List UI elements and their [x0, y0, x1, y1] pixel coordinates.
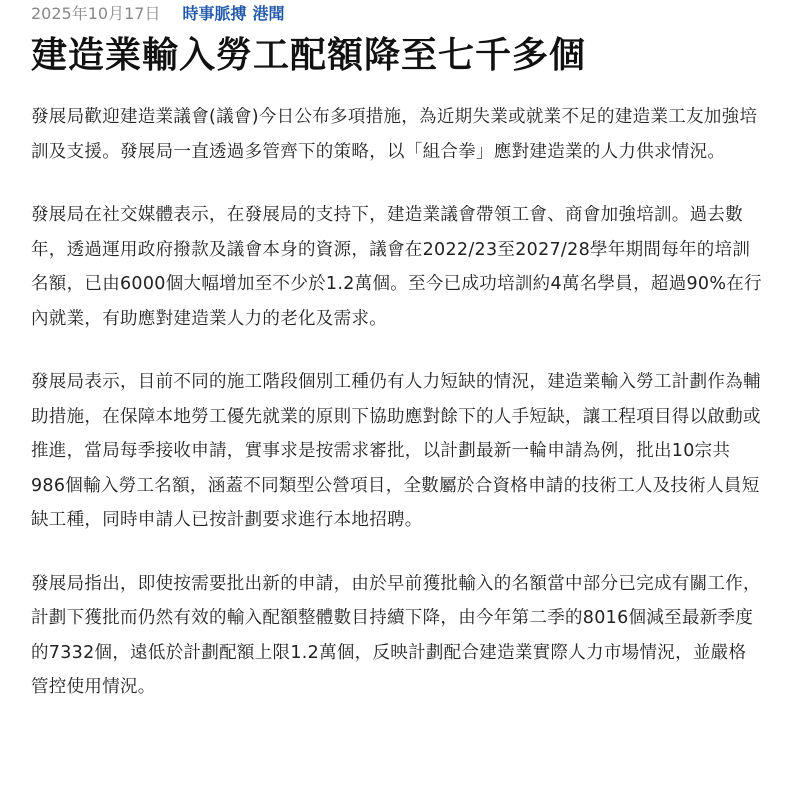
category-link-current-affairs[interactable]: 時事脈搏 [182, 4, 247, 23]
paragraph: 發展局指出，即使按需要批出新的申請，由於早前獲批輸入的名額當中部分已完成有關工作，計劃下獲批而仍然有效的輸入配額整體數目持續下降，由今年第二季的8016個減至最新季度的7332個，遠低於計劃配額上限1.2萬個，反映計劃配合建造業實際人力市場情況，並嚴格管控使用情況。 [31, 573, 761, 697]
category-link-hong-kong-news[interactable]: 港聞 [252, 4, 285, 23]
publish-date: 2025年10月17日 [31, 4, 161, 23]
paragraph: 發展局在社交媒體表示，在發展局的支持下，建造業議會帶領工會、商會加強培訓。過去數年，透過運用政府撥款及議會本身的資源，議會在2022/23至2027/28學年期間每年的培訓名額，已由6000個大幅增加至不少於1.2萬個。至今已成功培訓約4萬名學員，超過90%在行內就業，有助應對建造業人力的老化及需求。 [31, 205, 762, 329]
article-meta [31, 0, 762, 28]
paragraph: 發展局歡迎建造業議會(議會)今日公布多項措施，為近期失業或就業不足的建造業工友加強培訓及支援。發展局一直透過多管齊下的策略，以「組合拳」應對建造業的人力供求情況。 [31, 107, 758, 162]
paragraph: 發展局表示，目前不同的施工階段個別工種仍有人力短缺的情況，建造業輸入勞工計劃作為輔助措施，在保障本地勞工優先就業的原則下協助應對餘下的人手短缺，讓工程項目得以啟動或推進，當局每季接收申請，實事求是按需求審批，以計劃最新一輪申請為例，批出10宗共986個輸入勞工名額，涵蓋不同類型公營項目，全數屬於合資格申請的技術工人及技術人員短缺工種，同時申請人已按計劃要求進行本地招聘。 [31, 372, 761, 530]
headline: 建造業輸入勞工配額降至七千多個 [31, 35, 587, 76]
article-body [31, 100, 762, 705]
